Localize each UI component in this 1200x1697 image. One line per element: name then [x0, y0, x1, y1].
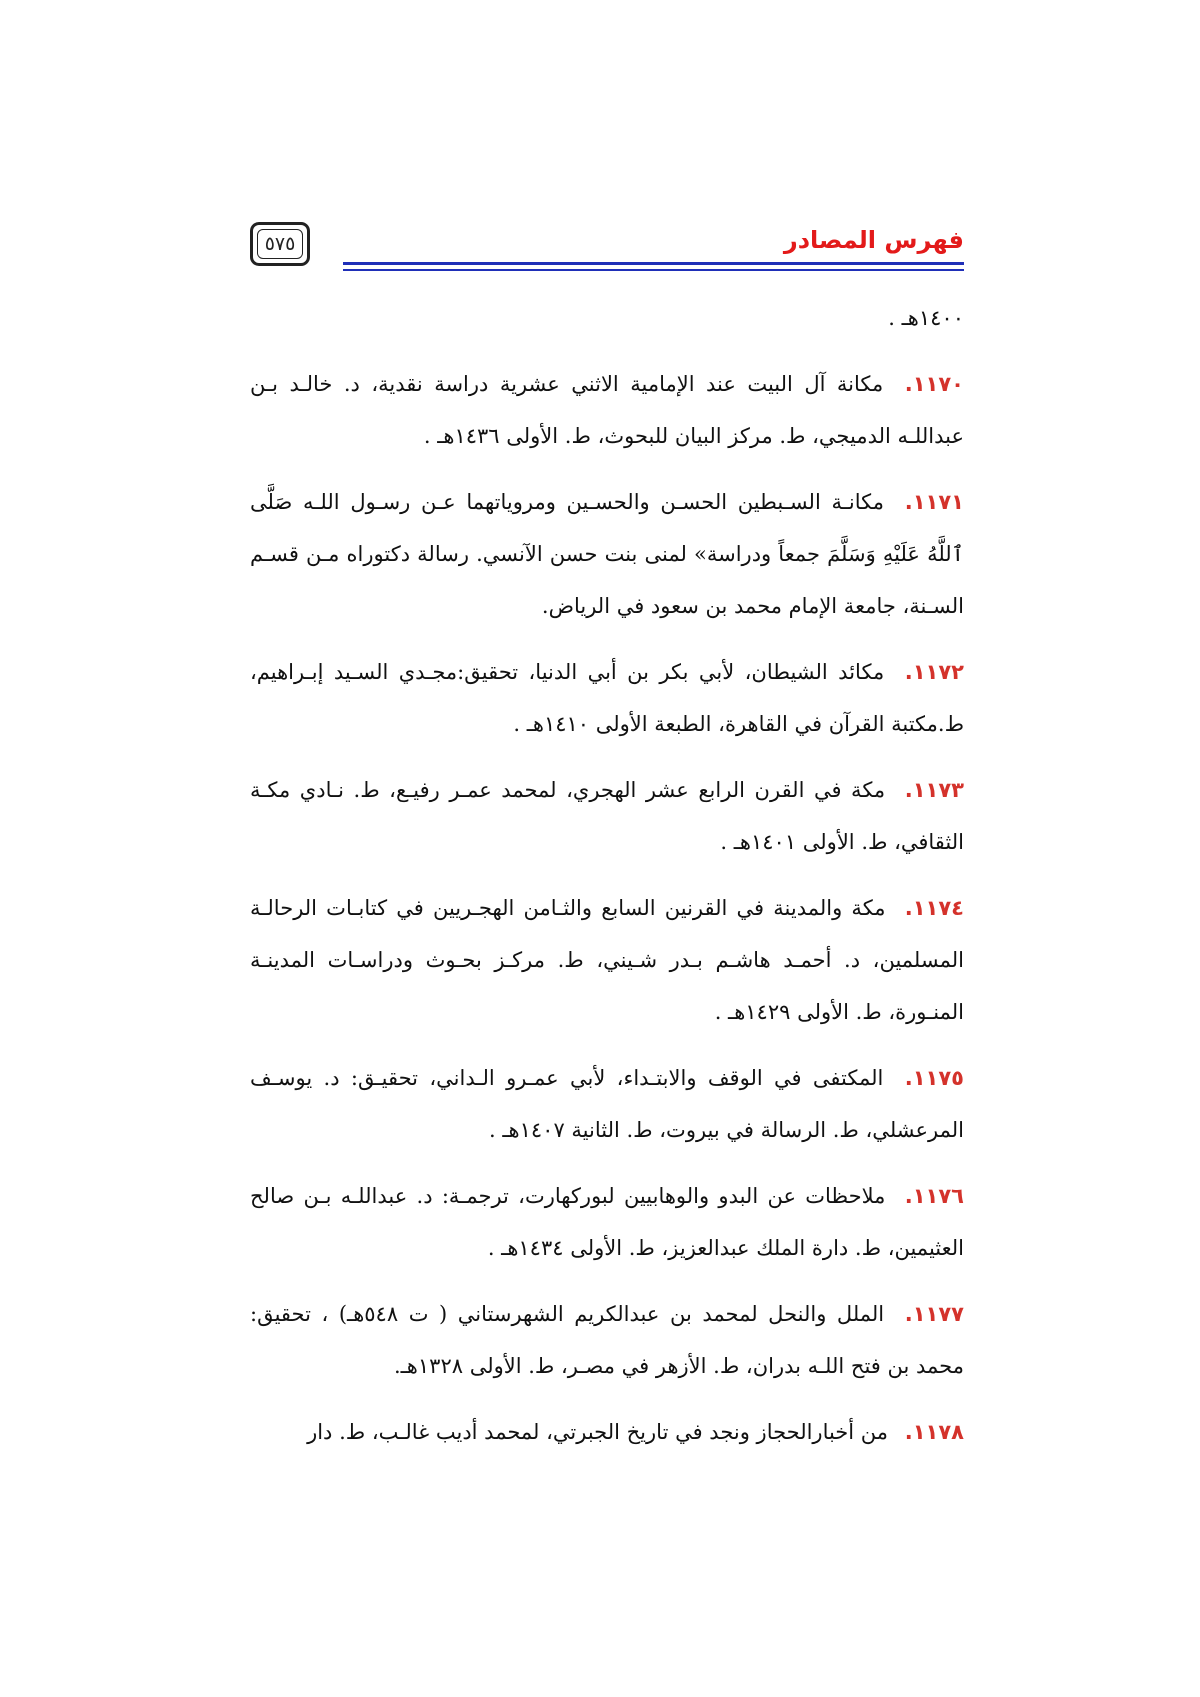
entry-text: المكتفى في الوقف والابتـداء، لأبي عمـرو الـداني، تحقيـق: د. يوسـف المرعشلي، ط. الرسالة في بيروت، ط. الثانية ١٤٠٧هـ . — [250, 1066, 964, 1142]
bibliography-list — [250, 292, 964, 1458]
page-number-box — [250, 222, 310, 266]
entry-text: مكانـة السـبطين الحسـن والحسـين ومروياتهما عـن رسـول اللـه صَلَّى ٱللَّهُ عَلَيْهِ وَسَلَّمَ جمعاً ودراسة» لمنى بنت حسن الآنسي. رسالة دكتوراه مـن قسـم السـنة، جامعة الإمام محمد بن سعود في الرياض. — [250, 490, 964, 618]
entry-1173 — [250, 764, 964, 868]
entry-number: ١١٧٦. — [904, 1184, 964, 1208]
entry-number: ١١٧٤. — [904, 896, 964, 920]
entry-text: من أخبارالحجاز ونجد في تاريخ الجبرتي، لمحمد أديب غالـب، ط. دار — [307, 1420, 889, 1444]
entry-1178 — [250, 1406, 964, 1458]
entry-number: ١١٧٧. — [904, 1302, 964, 1326]
page-header — [250, 222, 964, 278]
entry-1176 — [250, 1170, 964, 1274]
entry-1174 — [250, 882, 964, 1038]
entry-text: مكة والمدينة في القرنين السابع والثـامن الهجـريين في كتابـات الرحالـة المسلمين، د. أحمـد هاشـم بـدر شـيني، ط. مركـز بحـوث ودراسـات المدينـة المنـورة، ط. الأولى ١٤٢٩هـ . — [250, 896, 964, 1024]
running-title-part1: فهرس — [884, 226, 964, 254]
entry-number: ١١٧٣. — [904, 778, 964, 802]
entry-text: ملاحظات عن البدو والوهابيين لبوركهارت، ترجمـة: د. عبداللـه بـن صالح العثيمين، ط. دارة الملك عبدالعزيز، ط. الأولى ١٤٣٤هـ . — [250, 1184, 964, 1260]
entry-text: مكائد الشيطان، لأبي بكر بن أبي الدنيا، تحقيق:مجـدي السـيد إبـراهيم، ط.مكتبة القرآن في القاهرة، الطبعة الأولى ١٤١٠هـ . — [250, 660, 964, 736]
entry-number: ١١٧٠. — [904, 372, 964, 396]
entry-text: الملل والنحل لمحمد بن عبدالكريم الشهرستاني ( ت ٥٤٨هـ) ، تحقيق: محمد بن فتح اللـه بدران، ط. الأزهر في مصـر، ط. الأولى ١٣٢٨هـ. — [250, 1302, 964, 1378]
running-title — [784, 226, 964, 254]
entry-number: ١١٧٨. — [904, 1420, 964, 1444]
entry-number: ١١٧١. — [904, 490, 964, 514]
entry-number: ١١٧٥. — [904, 1066, 964, 1090]
entry-1170 — [250, 358, 964, 462]
page-number: ٥٧٥ — [264, 233, 296, 255]
entry-number: ١١٧٢. — [904, 660, 965, 684]
continuation-line: ١٤٠٠هـ . — [888, 306, 964, 330]
entry-1175 — [250, 1052, 964, 1156]
header-rule-top — [343, 262, 964, 265]
entry-1171 — [250, 476, 964, 632]
entry-text: مكة في القرن الرابع عشر الهجري، لمحمد عمـر رفيـع، ط. نـادي مكـة الثقافي، ط. الأولى ١٤٠١هـ . — [250, 778, 964, 854]
running-title-part2: المصادر — [783, 226, 877, 254]
entry-1177 — [250, 1288, 964, 1392]
header-rule-bottom — [343, 269, 964, 271]
entry-text: مكانة آل البيت عند الإمامية الاثني عشرية دراسة نقدية، د. خالـد بـن عبداللـه الدميجي، ط. مركز البيان للبحوث، ط. الأولى ١٤٣٦هـ . — [250, 372, 964, 448]
entry-1172 — [250, 646, 964, 750]
